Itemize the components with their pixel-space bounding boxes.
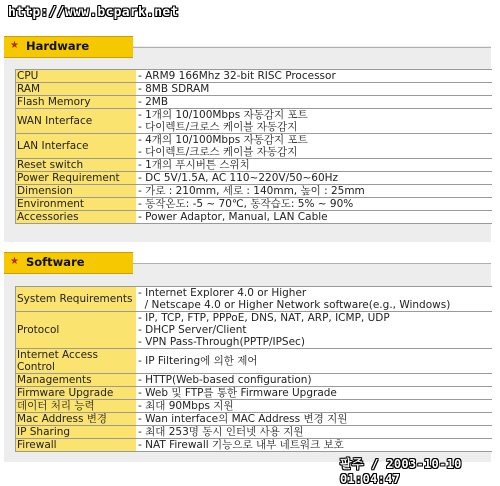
spec-row (16, 426, 493, 439)
spec-label: System Requirements (16, 287, 137, 312)
spec-value (136, 83, 492, 96)
spec-row (16, 172, 493, 185)
hardware-section-title: Hardware (26, 39, 90, 53)
spec-label: Power Requirement (16, 172, 137, 185)
spec-value (136, 198, 492, 211)
spec-label: Firewall (16, 439, 137, 452)
spec-value-line: - 최대 90Mbps 지원 (138, 400, 234, 412)
spec-value (136, 185, 492, 198)
spec-label: Firmware Upgrade (16, 387, 137, 400)
spec-value-line: - NAT Firewall 기능으로 내부 네트워크 보호 (138, 439, 344, 451)
spec-value-line: - Power Adaptor, Manual, LAN Cable (138, 211, 328, 223)
watermark-top: http://www.bcpark.net (8, 5, 179, 20)
spec-row (16, 413, 493, 426)
section-divider (133, 263, 491, 264)
spec-label: LAN Interface (16, 134, 137, 159)
spec-value-line: - 1개의 푸시버튼 스위치 (138, 159, 250, 171)
spec-value (136, 134, 492, 159)
spec-row (16, 312, 493, 349)
spec-value-line: - IP, TCP, FTP, PPPoE, DNS, NAT, ARP, ICMP, UDP (138, 312, 390, 324)
spec-label: Protocol (16, 312, 137, 349)
spec-row (16, 83, 493, 96)
spec-value-line: - IP Filtering에 의한 제어 (138, 355, 258, 367)
spec-label-line: Control (17, 361, 55, 373)
spec-value (136, 287, 492, 312)
spec-row (16, 439, 493, 452)
spec-label-line: Internet Access (17, 349, 98, 361)
spec-label: 데이터 처리 능력 (16, 400, 137, 413)
spec-label: Flash Memory (16, 96, 137, 109)
spec-value (136, 211, 492, 224)
spec-label: Managements (16, 374, 137, 387)
spec-value-line: - 2MB (138, 96, 169, 108)
spec-value-line: - 가로 : 210mm, 세로 : 140mm, 높이 : 25mm (138, 185, 365, 197)
spec-value (136, 159, 492, 172)
spec-row (16, 211, 493, 224)
spec-row (16, 349, 493, 374)
software-section-header (4, 252, 133, 274)
star-icon: ★ (10, 256, 19, 267)
spec-row (16, 374, 493, 387)
spec-label (16, 349, 137, 374)
spec-label: Reset switch (16, 159, 137, 172)
spec-value (136, 349, 492, 374)
spec-value (136, 413, 492, 426)
spec-label: Dimension (16, 185, 137, 198)
spec-value-line: - 다이렉트/크로스 케이블 자동감지 (138, 121, 298, 133)
hardware-section-header (4, 36, 133, 58)
spec-value-line: - ARM9 166Mhz 32-bit RISC Processor (138, 70, 336, 82)
spec-value (136, 374, 492, 387)
spec-value (136, 426, 492, 439)
spec-label: RAM (16, 83, 137, 96)
spec-row (16, 134, 493, 159)
spec-row (16, 96, 493, 109)
spec-value-line: - VPN Pass-Through(PPTP/IPSec) (138, 336, 305, 348)
spec-value-line: - 최대 253명 동시 인터넷 사용 지원 (138, 426, 304, 438)
spec-value-line: - HTTP(Web-based configuration) (138, 374, 312, 386)
hardware-spec-table (15, 69, 492, 224)
spec-value-line: - 8MB SDRAM (138, 83, 210, 95)
spec-value-line: - 1개의 10/100Mbps 자동감지 포트 (138, 109, 308, 121)
spec-row (16, 287, 493, 312)
spec-row (16, 70, 493, 83)
spec-value-line: - 다이렉트/크로스 케이블 자동감지 (138, 146, 298, 158)
spec-row (16, 198, 493, 211)
spec-label: Environment (16, 198, 137, 211)
spec-label: Accessories (16, 211, 137, 224)
spec-label: WAN Interface (16, 109, 137, 134)
section-divider (133, 47, 491, 48)
watermark-bottom: 팔주 / 2003-10-10 01:04:47 (340, 457, 462, 486)
spec-value-line: - Web 및 FTP를 통한 Firmware Upgrade (138, 387, 337, 399)
spec-row (16, 400, 493, 413)
software-section-title: Software (26, 255, 85, 269)
spec-value (136, 400, 492, 413)
star-icon: ★ (10, 40, 19, 51)
software-spec-table (15, 286, 492, 452)
spec-label: CPU (16, 70, 137, 83)
spec-value-line: / Netscape 4.0 or Higher Network software(e.g., Windows) (138, 299, 451, 311)
spec-row (16, 109, 493, 134)
spec-value (136, 109, 492, 134)
spec-label: IP Sharing (16, 426, 137, 439)
spec-value (136, 70, 492, 83)
spec-value-line: - DC 5V/1.5A, AC 110~220V/50~60Hz (138, 172, 339, 184)
spec-value (136, 312, 492, 349)
spec-row (16, 185, 493, 198)
spec-value (136, 387, 492, 400)
spec-value (136, 96, 492, 109)
spec-row (16, 387, 493, 400)
spec-value-line: - Internet Explorer 4.0 or Higher (138, 287, 307, 299)
spec-value-line: - 4개의 10/100Mbps 자동감지 포트 (138, 134, 308, 146)
spec-label: Mac Address 변경 (16, 413, 137, 426)
spec-value (136, 172, 492, 185)
spec-value-line: - 동작온도: -5 ~ 70℃, 동작습도: 5% ~ 90% (138, 198, 354, 210)
spec-value-line: - Wan interface의 MAC Address 변경 지원 (138, 413, 348, 425)
spec-row (16, 159, 493, 172)
spec-value (136, 439, 492, 452)
spec-value-line: - DHCP Server/Client (138, 324, 247, 336)
